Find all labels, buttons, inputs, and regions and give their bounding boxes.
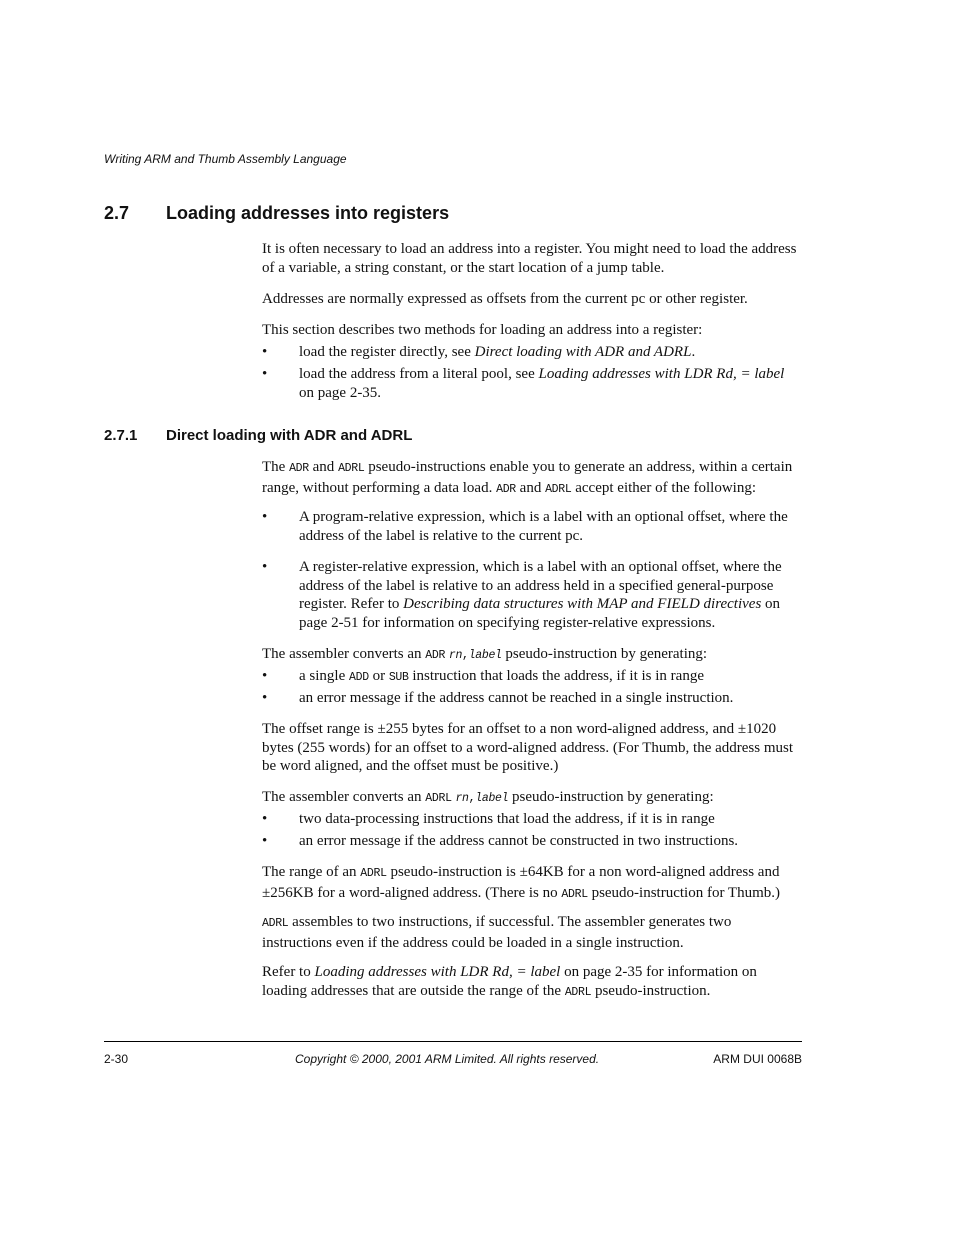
bullet-marker: • (262, 690, 268, 706)
code-term: ADRL (338, 462, 365, 475)
list-item-text: a single ADD or SUB instruction that loads the address, if it is in range (299, 668, 704, 684)
list-item-text: two data-processing instructions that load the address, if it is in range (299, 811, 715, 827)
section-heading (104, 203, 449, 224)
code-term: ADR (289, 462, 309, 475)
code-arg: label (475, 792, 509, 805)
code-arg: rn (448, 649, 463, 662)
code-term: ADRL (425, 792, 452, 805)
code-term: ADRL (561, 887, 588, 901)
code-term: ADR (425, 649, 446, 662)
page-number: 2-30 (104, 1052, 129, 1066)
cross-reference-link[interactable]: Describing data structures with MAP and FIELD directives (403, 596, 762, 613)
bullet-marker: • (262, 344, 268, 360)
running-header: Writing ARM and Thumb Assembly Language (104, 152, 347, 166)
bullet-marker: • (262, 366, 268, 382)
subsection-intro: The ADR and ADRL pseudo-instructions enable you to generate an address, within a certain range, without performing a data load. ADR and ADRL accept either of the following: (262, 459, 793, 496)
code-term: ADRL (564, 985, 592, 999)
cross-reference-link[interactable]: Loading addresses with LDR Rd, = label (538, 366, 785, 382)
footer-divider (104, 1041, 802, 1042)
copyright-notice: Copyright © 2000, 2001 ARM Limited. All rights reserved. (295, 1052, 600, 1066)
list-item-text: load the address from a literal pool, see Loading addresses with LDR Rd, = label on page 2-35. (299, 366, 785, 401)
subsection-number: 2.7.1 (104, 427, 138, 444)
list-item-text: an error message if the address cannot be constructed in two instructions. (299, 833, 739, 849)
code-term: ADRL (262, 917, 289, 930)
code-term: SUB (388, 671, 409, 684)
bullet-marker: • (262, 811, 268, 827)
cross-reference-link[interactable]: Direct loading with ADR and ADRL (474, 344, 692, 360)
cross-reference-link[interactable]: Loading addresses with LDR Rd, = label (314, 964, 561, 980)
bullet-marker: • (262, 509, 268, 525)
code-arg: label (468, 649, 502, 662)
code-term: ADR (496, 482, 516, 496)
section-para-2: Addresses are normally expressed as offsets from the current pc or other register. (262, 291, 748, 307)
adrl-assembles-para: ADRL assembles to two instructions, if successful. The assembler generates two instructions even if the address could be loaded in a single instruction. (262, 914, 732, 951)
section-para-3: This section describes two methods for loading an address into a register: (262, 322, 703, 338)
list-item-text: an error message if the address cannot be reached in a single instruction. (299, 690, 734, 706)
section-number: 2.7 (104, 203, 130, 223)
list-item-text: A program-relative expression, which is a label with an optional offset, where the address of the label is relative to the current pc. (299, 509, 788, 544)
adrl-conversion-para: The assembler converts an ADRL rn,label pseudo-instruction by generating: (262, 789, 714, 805)
adrl-range-para: The range of an ADRL pseudo-instruction is ±64KB for a non word-aligned address and ±256KB for a word-aligned address. (There is no ADRL pseudo-instruction for Thumb.) (262, 864, 781, 901)
section-para-1: It is often necessary to load an address into a register. You might need to load the address of a variable, a string constant, or the start location of a jump table. (262, 241, 797, 276)
code-arg: rn (455, 792, 469, 805)
list-item-text: A register-relative expression, which is a label with an optional offset, where the address of the label is relative to an address held in a specified general-purpose register. Refer to Describing data structures with MAP and FIELD directives on page 2-51 for information on specifying register-relative expressions. (299, 559, 782, 632)
subsection-heading (104, 427, 412, 444)
subsection-title: Direct loading with ADR and ADRL (166, 427, 413, 444)
bullet-marker: • (262, 668, 268, 684)
section-title: Loading addresses into registers (166, 203, 450, 223)
bullet-marker: • (262, 833, 268, 849)
adr-conversion-para: The assembler converts an ADR rn,label pseudo-instruction by generating: (262, 646, 708, 662)
offset-range-para: The offset range is ±255 bytes for an offset to a non word-aligned address, and ±1020 bytes (255 words) for an offset to a word-aligned address. (For Thumb, the address must be word aligned, and the offset must be positive.) (262, 721, 794, 775)
code-term: ADRL (360, 867, 387, 880)
code-term: ADRL (545, 482, 572, 496)
list-item-text: load the register directly, see Direct loading with ADR and ADRL. (299, 344, 696, 360)
document-id: ARM DUI 0068B (713, 1052, 802, 1066)
code-term: ADD (349, 671, 369, 684)
bullet-marker: • (262, 559, 268, 575)
refer-para: Refer to Loading addresses with LDR Rd, = label on page 2-35 for information on loading addresses that are outside the range of the ADRL pseudo-instruction. (262, 964, 757, 999)
